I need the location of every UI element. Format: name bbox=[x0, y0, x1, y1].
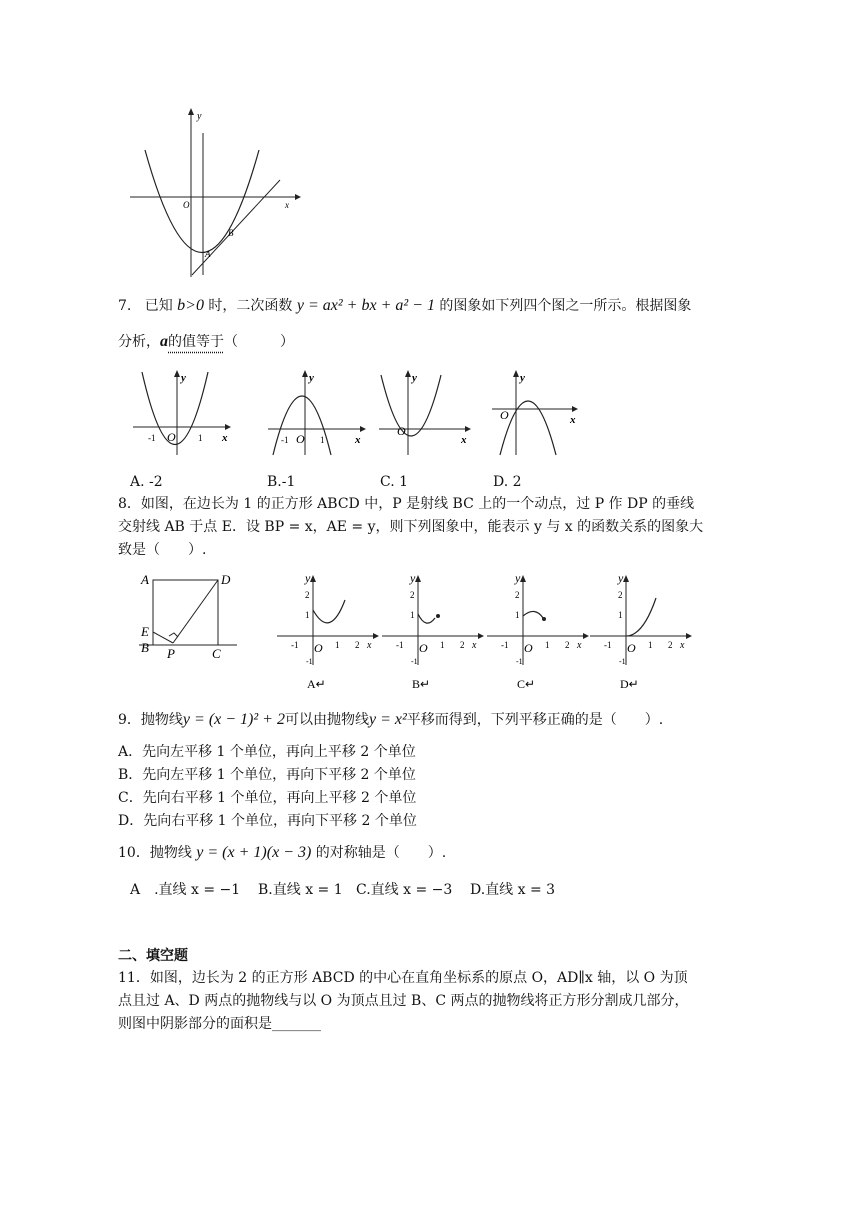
q11-line1: 11．如图，边长为 2 的正方形 ABCD 的中心在直角坐标系的原点 O，AD∥x 轴，以 O 为顶 bbox=[118, 970, 688, 986]
svg-text:2: 2 bbox=[410, 590, 415, 600]
svg-text:-1: -1 bbox=[291, 640, 299, 650]
svg-text:y: y bbox=[309, 372, 314, 384]
svg-text:-1: -1 bbox=[396, 640, 404, 650]
svg-text:y: y bbox=[412, 372, 417, 384]
svg-text:-1: -1 bbox=[306, 657, 313, 666]
x-axis-arrow bbox=[295, 194, 301, 200]
svg-text:O: O bbox=[397, 424, 406, 438]
parabola-curve bbox=[145, 150, 259, 253]
q9-option-d: D．先向右平移 1 个单位，再向下平移 2 个单位 bbox=[118, 813, 417, 829]
svg-text:O: O bbox=[500, 408, 509, 422]
q7-formula: y = ax² + bx + a² − 1 bbox=[296, 297, 435, 314]
q10-option-c: C.直线 x = −3 bbox=[356, 882, 453, 898]
q9-stem bbox=[118, 710, 663, 730]
q8-line1: 8．如图，在边长为 1 的正方形 ABCD 中，P 是射线 BC 上的一个动点，过 P 作 DP 的垂线 bbox=[118, 496, 695, 512]
svg-text:y: y bbox=[515, 571, 521, 585]
q9-formula1: y = (x − 1)² + 2 bbox=[182, 711, 285, 728]
svg-text:y: y bbox=[305, 571, 311, 585]
q9-post: 平移而得到，下列平移正确的是（ ）. bbox=[406, 712, 664, 728]
svg-text:2: 2 bbox=[565, 640, 570, 650]
svg-text:-1: -1 bbox=[148, 433, 156, 443]
q8-graph-d bbox=[588, 570, 693, 695]
svg-text:y: y bbox=[410, 571, 416, 585]
q7-option-d: D. 2 bbox=[493, 474, 522, 490]
q7-post: 的图象如下列四个图之一所示。根据图象 bbox=[439, 298, 692, 314]
svg-text:O: O bbox=[314, 641, 323, 655]
q7-number: 7. bbox=[118, 298, 132, 314]
svg-text:A: A bbox=[141, 572, 149, 587]
q11-line3: 则图中阴影部分的面积是_______ bbox=[118, 1016, 321, 1032]
svg-text:D: D bbox=[221, 572, 231, 587]
svg-text:O: O bbox=[419, 641, 428, 655]
svg-text:E: E bbox=[141, 624, 149, 639]
q7-dotted-text: 的值等于 bbox=[168, 334, 224, 350]
x-label: x bbox=[285, 200, 289, 210]
q9-option-c: C．先向右平移 1 个单位，再向上平移 2 个单位 bbox=[118, 790, 417, 806]
svg-text:x: x bbox=[461, 434, 467, 446]
q7-option-a: A. -2 bbox=[130, 474, 163, 490]
q9-option-b: B．先向左平移 1 个单位，再向下平移 2 个单位 bbox=[118, 767, 416, 783]
svg-text:x: x bbox=[355, 434, 361, 446]
svg-text:2: 2 bbox=[460, 640, 465, 650]
q7-var-a: a bbox=[160, 333, 168, 350]
svg-text:D↵: D↵ bbox=[620, 677, 639, 691]
y-label: y bbox=[197, 111, 202, 122]
q7-graph-3 bbox=[377, 367, 477, 457]
q8-line3: 致是（ ）. bbox=[118, 542, 207, 558]
svg-text:1: 1 bbox=[198, 433, 203, 443]
q7-line2 bbox=[118, 332, 294, 352]
q10-option-d: D.直线 x = 3 bbox=[470, 882, 556, 898]
q10-option-a: A .直线 x = −1 bbox=[130, 882, 241, 898]
svg-text:-1: -1 bbox=[619, 657, 626, 666]
point-b-label: B bbox=[228, 228, 234, 238]
q7-paren: （ ） bbox=[224, 334, 294, 350]
q11-line2: 点且过 A、D 两点的抛物线与以 O 为顶点且过 B、C 两点的抛物线将正方形分割成几部分， bbox=[118, 993, 689, 1009]
q7-pre: 已知 bbox=[144, 298, 173, 314]
svg-text:-1: -1 bbox=[281, 435, 289, 445]
svg-text:-1: -1 bbox=[604, 640, 612, 650]
q7-line2-pre: 分析， bbox=[118, 334, 160, 350]
svg-text:1: 1 bbox=[320, 435, 325, 445]
origin-label: O bbox=[183, 200, 190, 210]
svg-text:1: 1 bbox=[618, 610, 623, 620]
q10-stem bbox=[118, 843, 446, 863]
svg-text:B↵: B↵ bbox=[412, 677, 431, 691]
svg-text:P: P bbox=[167, 646, 175, 660]
q10-formula: y = (x + 1)(x − 3) bbox=[196, 844, 312, 861]
q9-formula2: y = x² bbox=[368, 711, 407, 728]
q7-graph-1 bbox=[130, 367, 235, 457]
svg-text:-1: -1 bbox=[501, 640, 509, 650]
svg-text:y: y bbox=[520, 372, 525, 384]
svg-text:2: 2 bbox=[668, 640, 673, 650]
y-axis-arrow bbox=[188, 108, 194, 115]
q7-line1 bbox=[118, 296, 691, 316]
q7-option-c: C. 1 bbox=[380, 474, 409, 490]
q10-option-b: B.直线 x = 1 bbox=[258, 882, 343, 898]
section-title: 二、填空题 bbox=[118, 948, 188, 964]
q7-option-b: B.-1 bbox=[267, 474, 296, 490]
q7-cond: b>0 bbox=[177, 297, 204, 314]
svg-text:-1: -1 bbox=[516, 657, 523, 666]
svg-text:2: 2 bbox=[515, 590, 520, 600]
svg-text:O: O bbox=[167, 430, 176, 444]
svg-text:1: 1 bbox=[335, 640, 340, 650]
tangent-line bbox=[192, 180, 280, 275]
q9-mid: 可以由抛物线 bbox=[284, 712, 369, 728]
svg-text:x: x bbox=[680, 640, 685, 651]
svg-text:1: 1 bbox=[515, 610, 520, 620]
q10-post: 的对称轴是（ ）. bbox=[315, 845, 447, 861]
point-a-label: A bbox=[205, 249, 211, 259]
svg-text:-1: -1 bbox=[411, 657, 418, 666]
svg-text:1: 1 bbox=[648, 640, 653, 650]
svg-text:x: x bbox=[367, 640, 372, 651]
q8-graph-c bbox=[485, 570, 590, 695]
q8-line2: 交射线 AB 于点 E．设 BP = x，AE = y，则下列图象中，能表示 y 与 x 的函数关系的图象大 bbox=[118, 519, 704, 535]
svg-text:2: 2 bbox=[355, 640, 360, 650]
q8-graph-a bbox=[275, 570, 380, 695]
q8-square-figure bbox=[135, 570, 245, 660]
q8-graph-b bbox=[380, 570, 485, 695]
q7-mid: 时，二次函数 bbox=[208, 298, 293, 314]
svg-text:O: O bbox=[296, 432, 305, 446]
svg-text:x: x bbox=[222, 432, 228, 444]
svg-text:B: B bbox=[141, 640, 149, 655]
q7-graph-2 bbox=[265, 367, 370, 457]
svg-text:2: 2 bbox=[305, 590, 310, 600]
svg-text:C↵: C↵ bbox=[517, 677, 536, 691]
svg-text:1: 1 bbox=[545, 640, 550, 650]
svg-text:C: C bbox=[212, 646, 221, 660]
svg-text:1: 1 bbox=[440, 640, 445, 650]
svg-text:x: x bbox=[570, 414, 576, 426]
svg-text:y: y bbox=[181, 372, 186, 384]
svg-text:2: 2 bbox=[618, 590, 623, 600]
svg-text:1: 1 bbox=[305, 610, 310, 620]
svg-text:A↵: A↵ bbox=[307, 677, 326, 691]
q7-graph-4 bbox=[490, 367, 585, 457]
svg-text:O: O bbox=[627, 641, 636, 655]
svg-text:x: x bbox=[577, 640, 582, 651]
svg-text:y: y bbox=[618, 571, 624, 585]
svg-text:1: 1 bbox=[410, 610, 415, 620]
q9-option-a: A．先向左平移 1 个单位，再向上平移 2 个单位 bbox=[118, 744, 416, 760]
q10-pre: 10．抛物线 bbox=[118, 845, 192, 861]
q9-pre: 9．抛物线 bbox=[118, 712, 183, 728]
svg-text:O: O bbox=[524, 641, 533, 655]
top-figure bbox=[125, 105, 305, 280]
svg-text:x: x bbox=[472, 640, 477, 651]
